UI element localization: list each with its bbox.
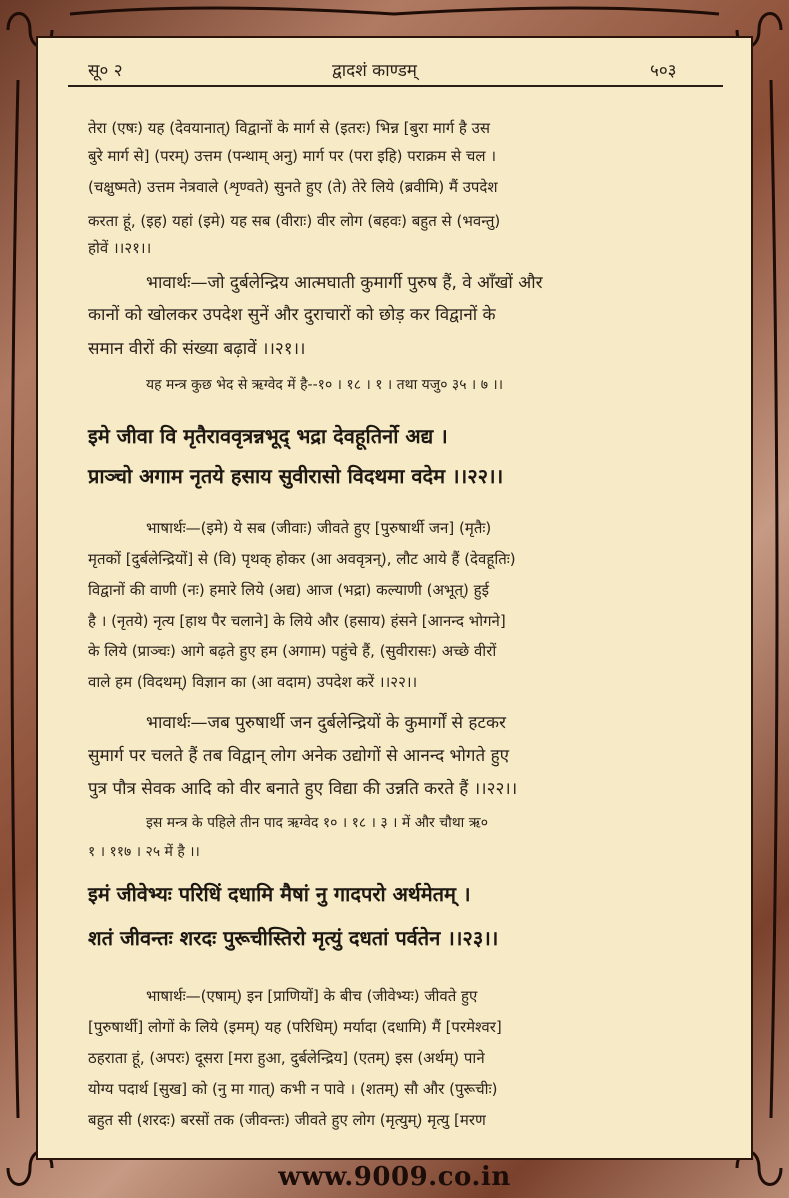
text-line: बहुत सी (शरदः) बरसों तक (जीवन्तः) जीवते हुए लोग (मृत्युम्) मृत्यु [मरण	[88, 1111, 486, 1129]
reference-note: इस मन्त्र के पहिले तीन पाद ऋग्वेद १० । १८ । ३ । में और चौथा ऋ०	[146, 815, 488, 831]
mantra-line: शतं जीवन्तः शरदः पुरूचीस्तिरो मृत्युं दधतां पर्वतेन ।।२३।।	[88, 926, 499, 950]
text-line: है । (नृतये) नृत्य [हाथ पैर चलाने] के लिये और (हसाय) हंसने [आनन्द भोगने]	[88, 612, 506, 630]
text-line: बुरे मार्ग से] (परम्) उत्तम (पन्थाम् अनु) मार्ग पर (परा इहि) पराक्रम से चल ।	[88, 147, 497, 165]
text-line: होवें ।।२१।।	[88, 239, 152, 257]
mantra-line: प्राञ्चो अगाम नृतये हसाय सुवीरासो विदथमा वदेम ।।२२।।	[88, 464, 504, 488]
bhashartha-line: भाषार्थः—(एषाम्) इन [प्राणियों] के बीच (जीवेभ्यः) जीवते हुए	[146, 987, 478, 1005]
mantra-line: इमं जीवेभ्यः परिधिं दधामि मैषां नु गादपरो अर्थमेतम् ।	[88, 882, 471, 906]
reference-note: यह मन्त्र कुछ भेद से ऋग्वेद में है--१० । १८ । १ । तथा यजु० ३५ । ७ ।।	[146, 377, 504, 393]
bhavartha-line: कानों को खोलकर उपदेश सुनें और दुराचारों को छोड़ कर विद्वानों के	[88, 305, 496, 325]
text-line: ठहराता हूं, (अपरः) दूसरा [मरा हुआ, दुर्बलेन्द्रिय] (एतम्) इस (अर्थम्) पाने	[88, 1049, 485, 1067]
text-line: मृतकों [दुर्बलेन्द्रियों] से (वि) पृथक् होकर (आ अववृत्रन्), लौट आये हैं (देवहूतिः)	[88, 550, 516, 568]
text-line: करता हूं, (इह) यहां (इमे) यह सब (वीराः) वीर लोग (बहवः) बहुत से (भवन्तु)	[88, 212, 501, 230]
bhashartha-line: भाषार्थः—(इमे) ये सब (जीवाः) जीवते हुए [पुरुषार्थी जन] (मृतैः)	[146, 519, 492, 537]
header-sutra: सू० २	[88, 61, 123, 81]
bhavartha-line: सुमार्ग पर चलते हैं तब विद्वान् लोग अनेक उद्योगों से आनन्द भोगते हुए	[88, 746, 509, 766]
text-line: तेरा (एषः) यह (देवयानात्) विद्वानों के मार्ग से (इतरः) भिन्न [बुरा मार्ग है उस	[88, 119, 491, 137]
header-title: द्वादशं काण्डम्	[332, 61, 417, 81]
bhavartha-line: भावार्थः—जो दुर्बलेन्द्रिय आत्मघाती कुमार्गी पुरुष हैं, वे आँखों और	[146, 273, 543, 293]
mantra-line: इमे जीवा वि मृतैराववृत्रन्नभूद् भद्रा देवहूतिर्नो अद्य ।	[88, 424, 448, 448]
text-line: [पुरुषार्थी] लोगों के लिये (इमम्) यह (परिधिम्) मर्यादा (दधामि) मैं [परमेश्वर]	[88, 1018, 502, 1036]
text-line: के लिये (प्राञ्चः) आगे बढ़ते हुए हम (अगाम) पहुंचे हैं, (सुवीरासः) अच्छे वीरों	[88, 642, 497, 660]
website-footer[interactable]: www.9009.co.in	[278, 1162, 511, 1192]
text-line: योग्य पदार्थ [सुख] को (नु मा गात्) कभी न पावे । (शतम्) सौ और (पुरूचीः)	[88, 1080, 498, 1098]
bhavartha-line: समान वीरों की संख्या बढ़ावें ।।२१।।	[88, 339, 306, 359]
bhavartha-line: भावार्थः—जब पुरुषार्थी जन दुर्बलेन्द्रियों के कुमार्गों से हटकर	[146, 713, 506, 733]
reference-note: १ । ११७ । २५ में है ।।	[88, 844, 200, 860]
text-line: (चक्षुष्मते) उत्तम नेत्रवाले (शृण्वते) सुनते हुए (ते) तेरे लिये (ब्रवीमि) मैं उपदेश	[88, 178, 498, 196]
header-page-number: ५०३	[650, 61, 677, 81]
text-line: वाले हम (विदथम्) विज्ञान का (आ वदाम) उपदेश करें ।।२२।।	[88, 673, 418, 691]
bhavartha-line: पुत्र पौत्र सेवक आदि को वीर बनाते हुए विद्या की उन्नति करते हैं ।।२२।।	[88, 779, 518, 799]
header-rule	[68, 85, 723, 87]
text-line: विद्वानों की वाणी (नः) हमारे लिये (अद्य) आज (भद्रा) कल्याणी (अभूत्) हुई	[88, 581, 489, 599]
